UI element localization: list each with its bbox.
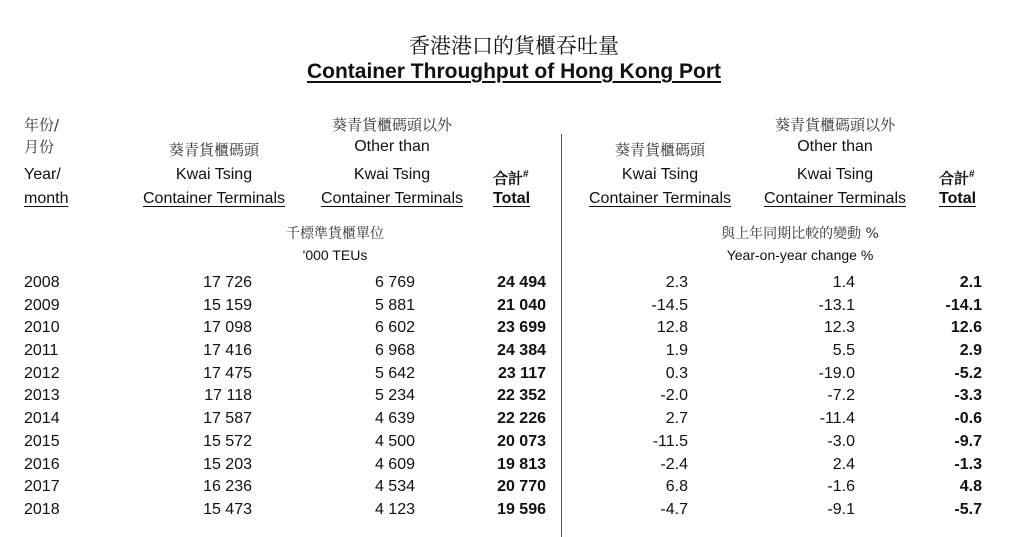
cell-total-teu: 23 117 bbox=[497, 364, 546, 382]
cell-kt-change: 2.7 bbox=[665, 410, 688, 428]
cell-kt-teu: 15 473 bbox=[203, 500, 252, 518]
cell-total-change: 2.9 bbox=[959, 342, 982, 360]
cell-year: 2018 bbox=[24, 500, 60, 518]
cell-kt-change: 1.9 bbox=[665, 342, 688, 360]
cell-other-change: 12.3 bbox=[823, 319, 855, 337]
cell-total-teu: 20 770 bbox=[497, 478, 546, 496]
total-change-header-zh-text: 合計 bbox=[939, 169, 970, 188]
other-header-zh: 葵青貨櫃碼頭以外 bbox=[331, 116, 452, 134]
cell-year: 2014 bbox=[24, 410, 60, 428]
cell-total-teu: 21 040 bbox=[497, 296, 546, 314]
cell-total-change: 12.6 bbox=[950, 319, 982, 337]
cell-other-teu: 4 639 bbox=[374, 410, 415, 428]
cell-kt-teu: 17 475 bbox=[203, 364, 252, 382]
cell-other-change: -1.6 bbox=[827, 478, 855, 496]
cell-kt-change: 6.8 bbox=[665, 478, 688, 496]
cell-total-change: -5.7 bbox=[954, 500, 982, 518]
table-row bbox=[0, 342, 1028, 365]
cell-kt-change: 12.8 bbox=[656, 319, 688, 337]
total-change-header-en: Total bbox=[939, 190, 977, 207]
year-label-en-2: month bbox=[24, 190, 69, 207]
cell-kt-teu: 17 098 bbox=[203, 319, 252, 337]
cell-other-teu: 4 123 bbox=[374, 500, 415, 518]
cell-total-change: -3.3 bbox=[954, 387, 982, 405]
other-change-header-zh: 葵青貨櫃碼頭以外 bbox=[774, 116, 895, 134]
year-label-zh-2: 月份 bbox=[24, 138, 55, 156]
total-header-zh bbox=[493, 164, 529, 190]
table-row bbox=[0, 410, 1028, 433]
cell-other-teu: 6 769 bbox=[374, 274, 415, 291]
cell-other-change: -3.0 bbox=[827, 432, 855, 450]
cell-kt-change: -4.7 bbox=[660, 500, 688, 518]
title-english-text: Container Throughput of Hong Kong Port bbox=[306, 60, 722, 83]
table-row bbox=[0, 274, 1028, 297]
cell-total-change: -9.7 bbox=[954, 432, 982, 450]
cell-total-change: -14.1 bbox=[945, 296, 982, 314]
cell-other-change: -9.1 bbox=[827, 500, 855, 518]
cell-other-change: 5.5 bbox=[832, 342, 855, 360]
cell-total-teu: 20 073 bbox=[497, 432, 546, 450]
cell-total-teu: 19 596 bbox=[497, 500, 546, 518]
table-row bbox=[0, 433, 1028, 456]
other-header-en-3: Container Terminals bbox=[321, 190, 463, 207]
cell-kt-teu: 16 236 bbox=[203, 478, 252, 496]
cell-kt-change: -2.0 bbox=[660, 387, 688, 405]
cell-kt-teu: 15 159 bbox=[203, 296, 252, 314]
unit-left-zh: 千標準貨櫃單位 bbox=[286, 226, 384, 242]
cell-total-change: 2.1 bbox=[959, 274, 982, 291]
cell-kt-change: -11.5 bbox=[652, 432, 688, 450]
cell-other-teu: 5 881 bbox=[374, 296, 415, 314]
year-label-en-1: Year/ bbox=[24, 166, 61, 183]
cell-other-change: 2.4 bbox=[832, 455, 855, 473]
cell-year: 2012 bbox=[24, 364, 60, 382]
table-row bbox=[0, 319, 1028, 342]
unit-left-en: '000 TEUs bbox=[302, 247, 368, 263]
cell-kt-teu: 15 203 bbox=[203, 455, 252, 473]
cell-total-teu: 22 226 bbox=[497, 410, 546, 428]
cell-year: 2016 bbox=[24, 455, 60, 473]
cell-kt-change: 0.3 bbox=[665, 364, 688, 382]
cell-kt-change: 2.3 bbox=[665, 274, 688, 291]
table-row bbox=[0, 365, 1028, 388]
total-footnote-mark: # bbox=[523, 169, 529, 180]
cell-other-change: -11.4 bbox=[819, 410, 855, 428]
title-english bbox=[0, 60, 1028, 84]
title-chinese: 香港港口的貨櫃吞吐量 bbox=[409, 34, 619, 58]
table-row bbox=[0, 387, 1028, 410]
year-label-zh-1: 年份/ bbox=[24, 116, 60, 134]
cell-total-change: 4.8 bbox=[959, 478, 982, 496]
kt-header-en-2: Container Terminals bbox=[143, 190, 285, 207]
cell-other-change: 1.4 bbox=[832, 274, 855, 291]
cell-kt-teu: 17 118 bbox=[204, 387, 252, 405]
cell-total-change: -1.3 bbox=[954, 455, 982, 473]
table-row bbox=[0, 456, 1028, 479]
cell-kt-teu: 15 572 bbox=[203, 432, 252, 450]
kt-header-zh: 葵青貨櫃碼頭 bbox=[168, 141, 259, 159]
cell-total-teu: 19 813 bbox=[497, 455, 546, 473]
cell-year: 2010 bbox=[24, 319, 60, 337]
cell-other-change: -7.2 bbox=[827, 387, 855, 405]
data-table-body bbox=[0, 274, 1028, 524]
cell-other-teu: 4 534 bbox=[374, 478, 415, 496]
cell-year: 2008 bbox=[24, 274, 60, 291]
cell-year: 2009 bbox=[24, 296, 60, 314]
unit-right-en: Year-on-year change % bbox=[726, 247, 874, 263]
cell-other-teu: 6 602 bbox=[374, 319, 415, 337]
other-change-header-en-3: Container Terminals bbox=[764, 190, 906, 207]
cell-total-teu: 24 384 bbox=[497, 342, 546, 360]
cell-other-change: -13.1 bbox=[818, 296, 855, 314]
cell-kt-change: -2.4 bbox=[660, 455, 688, 473]
cell-kt-teu: 17 587 bbox=[203, 410, 252, 428]
other-change-header-en-1: Other than bbox=[797, 138, 873, 155]
cell-other-teu: 5 642 bbox=[374, 364, 415, 382]
cell-other-teu: 6 968 bbox=[374, 342, 415, 360]
total-change-header-zh bbox=[939, 164, 975, 190]
table-row bbox=[0, 501, 1028, 524]
table-row bbox=[0, 478, 1028, 501]
cell-total-change: -5.2 bbox=[954, 364, 982, 382]
kt-header-en-1: Kwai Tsing bbox=[175, 166, 253, 183]
total-change-footnote-mark: # bbox=[969, 169, 975, 180]
total-header-zh-text: 合計 bbox=[493, 169, 524, 188]
cell-kt-teu: 17 416 bbox=[203, 342, 252, 360]
kt-change-header-zh: 葵青貨櫃碼頭 bbox=[614, 141, 705, 159]
cell-other-teu: 5 234 bbox=[374, 387, 415, 405]
other-header-en-1: Other than bbox=[354, 138, 430, 155]
cell-year: 2013 bbox=[24, 387, 60, 405]
cell-year: 2015 bbox=[24, 432, 60, 450]
cell-total-change: -0.6 bbox=[954, 410, 982, 428]
cell-total-teu: 22 352 bbox=[497, 387, 546, 405]
total-header-en: Total bbox=[493, 190, 531, 207]
cell-year: 2017 bbox=[24, 478, 60, 496]
other-header-en-2: Kwai Tsing bbox=[353, 166, 431, 183]
unit-right-zh: 與上年同期比較的變動 % bbox=[721, 226, 879, 242]
cell-other-teu: 4 609 bbox=[374, 455, 415, 473]
cell-total-teu: 23 699 bbox=[497, 319, 546, 337]
cell-year: 2011 bbox=[24, 342, 59, 360]
cell-other-teu: 4 500 bbox=[374, 432, 415, 450]
cell-kt-change: -14.5 bbox=[651, 296, 688, 314]
cell-total-teu: 24 494 bbox=[497, 274, 546, 291]
kt-change-header-en-2: Container Terminals bbox=[589, 190, 731, 207]
cell-kt-teu: 17 726 bbox=[203, 274, 252, 291]
table-row bbox=[0, 297, 1028, 320]
kt-change-header-en-1: Kwai Tsing bbox=[621, 166, 699, 183]
cell-other-change: -19.0 bbox=[818, 364, 855, 382]
other-change-header-en-2: Kwai Tsing bbox=[796, 166, 874, 183]
